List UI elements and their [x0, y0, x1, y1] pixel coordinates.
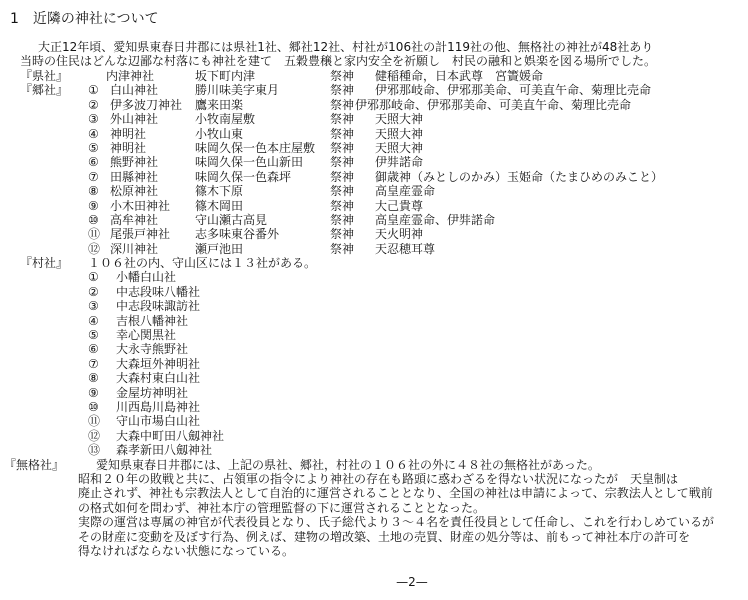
paragraph-line: の格式如何を問わず、神社本庁の管理監督の下に運営されることとなった。 [78, 500, 486, 515]
shrine-name: 吉根八幡神社 [116, 313, 189, 328]
paragraph-row [0, 530, 748, 544]
gosha-label: 『郷社』 [20, 83, 69, 98]
saijin-label: 祭神 [330, 184, 355, 199]
sonsha-row [0, 429, 748, 443]
shrine-location: 志多味東谷番外 [195, 227, 280, 242]
saijin-label: 祭神 [330, 169, 355, 184]
gosha-row [0, 242, 748, 256]
shrine-name: 神明社 [110, 126, 147, 141]
paragraph-row [0, 515, 748, 529]
gosha-row [0, 213, 748, 227]
paragraph-row [0, 486, 748, 500]
saijin-label: 祭神 [330, 241, 355, 256]
paragraph-line: その財産に変動を及ぼす行為、例えば、建物の増改築、土地の売買、財産の処分等は、前もって神社本庁の許可を [78, 529, 691, 544]
shrine-name: 大永寺熊野社 [116, 342, 189, 357]
shrine-name: 中志段味諏訪社 [116, 299, 201, 314]
sonsha-row [0, 414, 748, 428]
kensha-label: 『県社』 [20, 69, 69, 83]
paragraph-row [0, 472, 748, 486]
item-number: ⑦ [88, 356, 99, 371]
shrine-deities: 高皇産霊命 [375, 184, 436, 199]
gosha-row [0, 199, 748, 213]
gosha-row [0, 170, 748, 184]
sonsha-row [0, 357, 748, 371]
paragraph-row [0, 501, 748, 515]
sonsha-row [0, 314, 748, 328]
shrine-location: 瀬戸池田 [195, 241, 244, 256]
shrine-deities: 天忍穂耳尊 [375, 241, 436, 256]
item-number: ⑥ [88, 155, 99, 170]
item-number: ⑨ [88, 198, 99, 213]
saijin-label: 祭神 [330, 126, 355, 141]
shrine-name: 白山神社 [110, 83, 159, 98]
gosha-row [0, 83, 748, 97]
shrine-name: 高牟神社 [110, 212, 159, 227]
shrine-list [0, 69, 748, 558]
item-number: ⑪ [88, 227, 101, 242]
item-number: ⑧ [88, 371, 99, 386]
shrine-deities: 伊邪那岐命、伊邪那美命、可美直午命、菊理比売命 [355, 97, 632, 112]
shrine-deities: 伊弉諾命 [375, 155, 424, 170]
intro-line: 大正12年頃、愛知県東春日井郡には県社1社、郷社12社、村社が106社の計119社の他、無格社の神社が48社あり [38, 40, 654, 54]
shrine-location: 篠木岡田 [195, 198, 244, 213]
item-number: ⑥ [88, 342, 99, 357]
paragraph-row [0, 544, 748, 558]
item-number: ⑦ [88, 169, 99, 184]
sonsha-summary: １０６社の内、守山区には１３社がある。 [88, 256, 317, 271]
intro-line: 当時の住民はどんな辺鄙な村落にも神社を建て 五穀豊穣と家内安全を祈願し 村民の融和と娯楽を図る場所でした。 [20, 54, 657, 68]
gosha-row [0, 112, 748, 126]
sonsha-header-row [0, 256, 748, 270]
shrine-deities: 大己貴尊 [375, 198, 424, 213]
saijin-label: 祭神 [330, 212, 355, 227]
item-number: ② [88, 284, 99, 299]
item-number: ⑫ [88, 428, 101, 443]
gosha-row [0, 184, 748, 198]
sonsha-row [0, 270, 748, 284]
saijin-label: 祭神 [330, 112, 355, 127]
item-number: ④ [88, 126, 99, 141]
shrine-name: 大森中町田八劔神社 [116, 428, 225, 443]
sonsha-row [0, 400, 748, 414]
shrine-name: 小木田神社 [110, 198, 171, 213]
sonsha-row [0, 342, 748, 356]
shrine-location: 坂下町内津 [195, 69, 256, 83]
shrine-location: 小牧山東 [195, 126, 244, 141]
item-number: ⑫ [88, 241, 101, 256]
kensha-row [0, 69, 748, 83]
saijin-label: 祭神 [330, 97, 355, 112]
shrine-deities: 伊邪那岐命、伊邪那美命、可美直午命、菊理比売命 [375, 83, 652, 98]
item-number: ⑤ [88, 328, 99, 343]
item-number: ② [88, 97, 99, 112]
shrine-location: 篠木下原 [195, 184, 244, 199]
sonsha-row [0, 386, 748, 400]
shrine-name: 幸心関黒社 [116, 328, 177, 343]
sonsha-row [0, 285, 748, 299]
item-number: ⑩ [88, 212, 99, 227]
saijin-label: 祭神 [330, 69, 355, 83]
shrine-name: 小幡白山社 [116, 270, 177, 285]
saijin-label: 祭神 [330, 198, 355, 213]
item-number: ① [88, 270, 99, 285]
item-number: ③ [88, 299, 99, 314]
shrine-deities: 高皇産霊命、伊弉諾命 [375, 212, 496, 227]
shrine-location: 味岡久保一色山新田 [195, 155, 304, 170]
shrine-deities: 御歳神（みとしのかみ）玉姫命（たまひめのみこと） [375, 169, 664, 184]
paragraph-line: 得なければならない状態になっている。 [78, 543, 295, 558]
paragraph-line: 廃止されず、神社も宗教法人として自治的に運営されることとなり、全国の神社は申請によって、宗教法人として戦前 [78, 486, 713, 501]
paragraph-line: 愛知県東春日井郡には、上記の県社、郷社，村社の１０６社の外に４８社の無格社があった。 [96, 457, 600, 472]
shrine-name: 神明社 [110, 140, 147, 155]
mukakusha-header-row [0, 458, 748, 472]
section-title: 1 近隣の神社について [10, 11, 159, 27]
shrine-name: 森孝新田八劔神社 [116, 443, 213, 458]
item-number: ① [88, 83, 99, 98]
shrine-location: 味岡久保一色本庄屋敷 [195, 140, 316, 155]
shrine-deities: 天照大神 [375, 112, 424, 127]
shrine-deities: 天照大神 [375, 140, 424, 155]
gosha-row [0, 127, 748, 141]
shrine-name: 松原神社 [110, 184, 159, 199]
shrine-name: 熊野神社 [110, 155, 159, 170]
gosha-row [0, 227, 748, 241]
saijin-label: 祭神 [330, 83, 355, 98]
shrine-name: 大森村東白山社 [116, 371, 201, 386]
shrine-deities: 天火明神 [375, 227, 424, 242]
item-number: ⑧ [88, 184, 99, 199]
gosha-row [0, 141, 748, 155]
item-number: ⑩ [88, 399, 99, 414]
shrine-name: 外山神社 [110, 112, 159, 127]
shrine-name: 伊多波刀神社 [110, 97, 183, 112]
shrine-location: 勝川味美字東月 [195, 83, 280, 98]
shrine-name: 深川神社 [110, 241, 159, 256]
gosha-row [0, 98, 748, 112]
gosha-row [0, 155, 748, 169]
sonsha-row [0, 299, 748, 313]
shrine-location: 味岡久保一色森坪 [195, 169, 292, 184]
saijin-label: 祭神 [330, 140, 355, 155]
item-number: ⑬ [88, 443, 101, 458]
sonsha-label: 『村社』 [20, 256, 69, 271]
shrine-name: 川西島川島神社 [116, 399, 201, 414]
item-number: ⑤ [88, 140, 99, 155]
sonsha-row [0, 328, 748, 342]
item-number: ⑨ [88, 385, 99, 400]
paragraph-line: 実際の運営は専属の神官が代表役員となり、氏子総代より３～４名を責任役員として任命し、これを行わしめているが [78, 515, 715, 530]
page-number: —2— [396, 575, 428, 589]
item-number: ④ [88, 313, 99, 328]
saijin-label: 祭神 [330, 227, 355, 242]
shrine-location: 守山瀬古高見 [195, 212, 268, 227]
shrine-name: 内津神社 [106, 69, 155, 83]
sonsha-row [0, 371, 748, 385]
sonsha-row [0, 443, 748, 457]
shrine-name: 守山市場白山社 [116, 414, 201, 429]
shrine-name: 中志段味八幡社 [116, 284, 201, 299]
shrine-deities: 天照大神 [375, 126, 424, 141]
shrine-deities: 健稲種命，日本武尊 宮簀媛命 [375, 69, 544, 83]
shrine-name: 大森垣外神明社 [116, 356, 201, 371]
shrine-location: 小牧南屋敷 [195, 112, 256, 127]
paragraph-line: 昭和２０年の敗戦と共に、占領軍の指令により神社の存在も路頭に惑わざるを得ない状況になったが 天皇制は [78, 471, 679, 486]
mukakusha-label: 『無格社』 [4, 457, 65, 472]
shrine-location: 鷹来田楽 [195, 97, 244, 112]
shrine-name: 田縣神社 [110, 169, 159, 184]
saijin-label: 祭神 [330, 155, 355, 170]
shrine-name: 金屋坊神明社 [116, 385, 189, 400]
shrine-name: 尾張戸神社 [110, 227, 171, 242]
item-number: ⑪ [88, 414, 101, 429]
item-number: ③ [88, 112, 99, 127]
